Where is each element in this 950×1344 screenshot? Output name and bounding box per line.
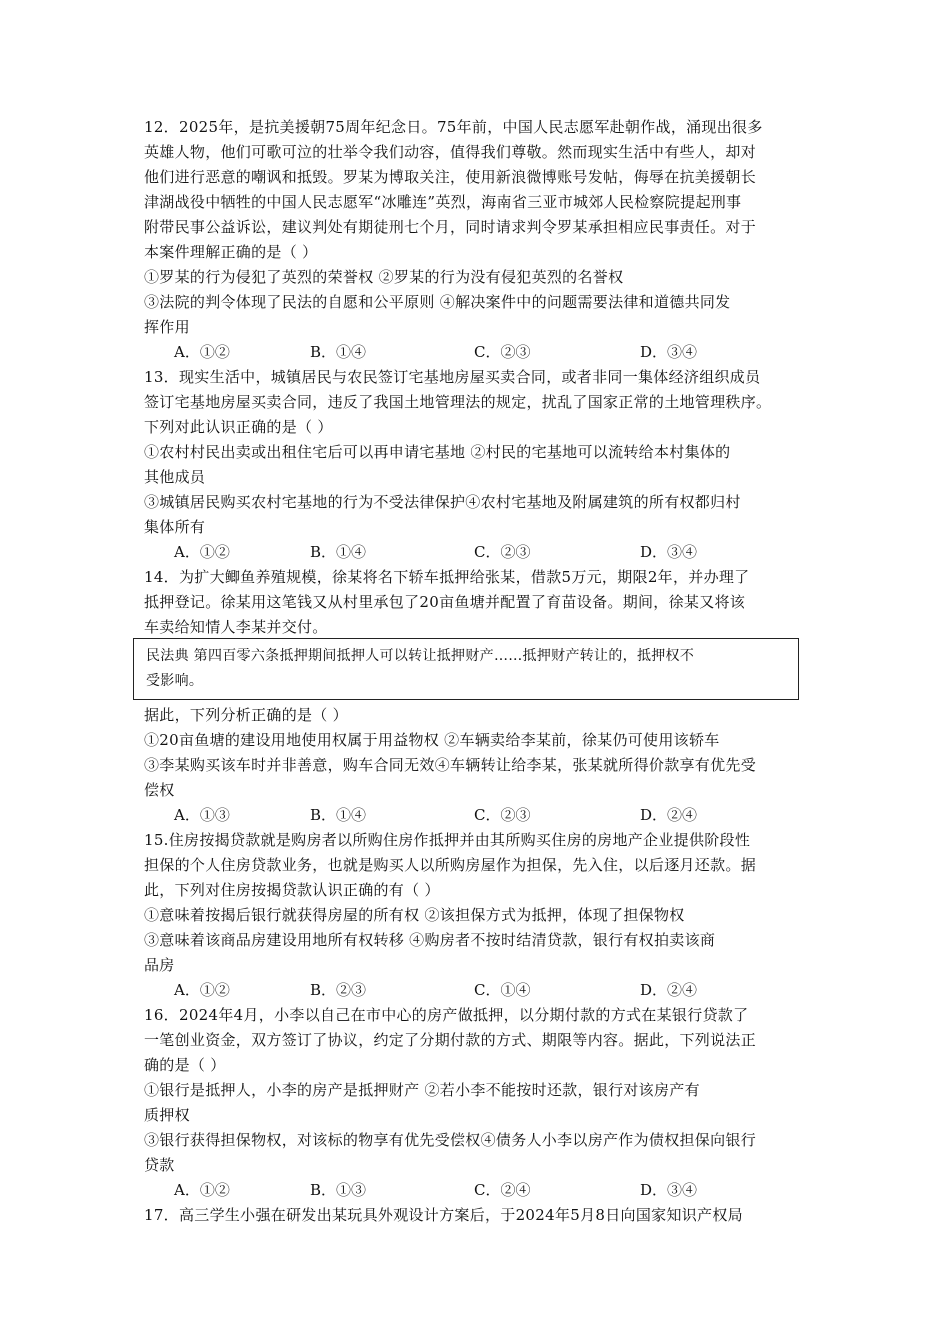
q12-line: 挥作用: [144, 318, 190, 336]
q14-option-d: D．②④: [640, 806, 698, 824]
q12-line: ③法院的判令体现了民法的自愿和公平原则 ④解决案件中的问题需要法律和道德共同发: [144, 293, 731, 311]
q13-line: 集体所有: [144, 518, 206, 536]
q12-option-a: A．①②: [174, 343, 230, 361]
q14-line: ③李某购买该车时并非善意，购车合同无效④车辆转让给李某，张某就所得价款享有优先受: [144, 756, 757, 774]
q16-option-b: B．①③: [310, 1181, 367, 1199]
q13-option-c: C．②③: [474, 543, 531, 561]
q14-option-b: B．①④: [310, 806, 367, 824]
q16-line: 一笔创业资金，双方签订了协议，约定了分期付款的方式、期限等内容。据此，下列说法正: [144, 1031, 757, 1049]
q14-option-a: A．①③: [174, 806, 230, 824]
q12-line: 他们进行恶意的嘲讽和抵毁。罗某为博取关注，使用新浪微博账号发帖，侮辱在抗美援朝长: [144, 168, 757, 186]
q15-line: ①意味着按揭后银行就获得房屋的所有权 ②该担保方式为抵押，体现了担保物权: [144, 906, 685, 924]
q14-line: 偿权: [144, 781, 175, 799]
q15-line: ③意味着该商品房建设用地所有权转移 ④购房者不按时结清贷款，银行有权拍卖该商: [144, 931, 716, 949]
q13-option-a: A．①②: [174, 543, 230, 561]
q12-option-c: C．②③: [474, 343, 531, 361]
q12-line: 附带民事公益诉讼，建议判处有期徒刑七个月，同时请求判令罗某承担相应民事责任。对于: [144, 218, 757, 236]
q13-line: 下列对此认识正确的是（ ）: [144, 418, 333, 436]
q16-option-c: C．②④: [474, 1181, 531, 1199]
q16-line: 质押权: [144, 1106, 190, 1124]
q15-option-b: B．②③: [310, 981, 367, 999]
q13-line: 13．现实生活中，城镇居民与农民签订宅基地房屋买卖合同，或者非同一集体经济组织成员: [144, 368, 761, 386]
q14-line: ①20亩鱼塘的建设用地使用权属于用益物权 ②车辆卖给李某前，徐某仍可使用该轿车: [144, 731, 720, 749]
q15-line: 此，下列对住房按揭贷款认识正确的有（ ）: [144, 881, 440, 899]
q16-line: 贷款: [144, 1156, 175, 1174]
q12-line: ①罗某的行为侵犯了英烈的荣誉权 ②罗某的行为没有侵犯英烈的名誉权: [144, 268, 624, 286]
q12-line: 英雄人物，他们可歌可泣的壮举令我们动容，值得我们尊敬。然而现实生活中有些人，却对: [144, 143, 757, 161]
q14-line: 抵押登记。徐某用这笔钱又从村里承包了20亩鱼塘并配置了育苗设备。期间，徐某又将该: [144, 593, 746, 611]
quote-line: 民法典 第四百零六条抵押期间抵押人可以转让抵押财产……抵押财产转让的，抵押权不: [146, 648, 695, 664]
q16-option-a: A．①②: [174, 1181, 230, 1199]
q13-line: ③城镇居民购买农村宅基地的行为不受法律保护④农村宅基地及附属建筑的所有权都归村: [144, 493, 741, 511]
q12-line: 本案件理解正确的是（ ）: [144, 243, 318, 261]
q13-option-d: D．③④: [640, 543, 698, 561]
q12-line: 12．2025年，是抗美援朝75周年纪念日。75年前，中国人民志愿军赴朝作战，涌现出很多: [144, 118, 763, 136]
q14-option-c: C．②③: [474, 806, 531, 824]
q16-line: 确的是（ ）: [144, 1056, 226, 1074]
q15-option-a: A．①②: [174, 981, 230, 999]
q13-line: ①农村村民出卖或出租住宅后可以再申请宅基地 ②村民的宅基地可以流转给本村集体的: [144, 443, 731, 461]
q15-line: 担保的个人住房贷款业务，也就是购买人以所购房屋作为担保，先入住，以后逐月还款。据: [144, 856, 757, 874]
q13-line: 签订宅基地房屋买卖合同，违反了我国土地管理法的规定，扰乱了国家正常的土地管理秩序。: [144, 393, 772, 411]
q14-line: 14．为扩大鲫鱼养殖规模，徐某将名下轿车抵押给张某，借款5万元，期限2年，并办理了: [144, 568, 750, 586]
q13-line: 其他成员: [144, 468, 206, 486]
q12-option-b: B．①④: [310, 343, 367, 361]
q15-option-d: D．②④: [640, 981, 698, 999]
q16-line: ③银行获得担保物权，对该标的物享有优先受偿权④债务人小李以房产作为债权担保向银行: [144, 1131, 757, 1149]
q16-line: ①银行是抵押人，小李的房产是抵押财产 ②若小李不能按时还款，银行对该房产有: [144, 1081, 700, 1099]
quote-line: 受影响。: [146, 673, 204, 689]
q15-line: 品房: [144, 956, 175, 974]
q13-option-b: B．①④: [310, 543, 367, 561]
q14-line: 据此，下列分析正确的是（ ）: [144, 706, 348, 724]
q16-option-d: D．③④: [640, 1181, 698, 1199]
q15-line: 15.住房按揭贷款就是购房者以所购住房作抵押并由其所购买住房的房地产企业提供阶段性: [144, 831, 751, 849]
q17-line: 17．高三学生小强在研发出某玩具外观设计方案后，于2024年5月8日向国家知识产权局: [144, 1206, 743, 1224]
q12-line: 津湖战役中牺牲的中国人民志愿军“冰雕连”英烈，海南省三亚市城郊人民检察院提起刑事: [144, 193, 742, 211]
civil-code-quote-box: [133, 638, 799, 700]
q16-line: 16．2024年4月，小李以自己在市中心的房产做抵押，以分期付款的方式在某银行贷款了: [144, 1006, 749, 1024]
q12-option-d: D．③④: [640, 343, 698, 361]
q14-line: 车卖给知情人李某并交付。: [144, 618, 328, 636]
q15-option-c: C．①④: [474, 981, 531, 999]
